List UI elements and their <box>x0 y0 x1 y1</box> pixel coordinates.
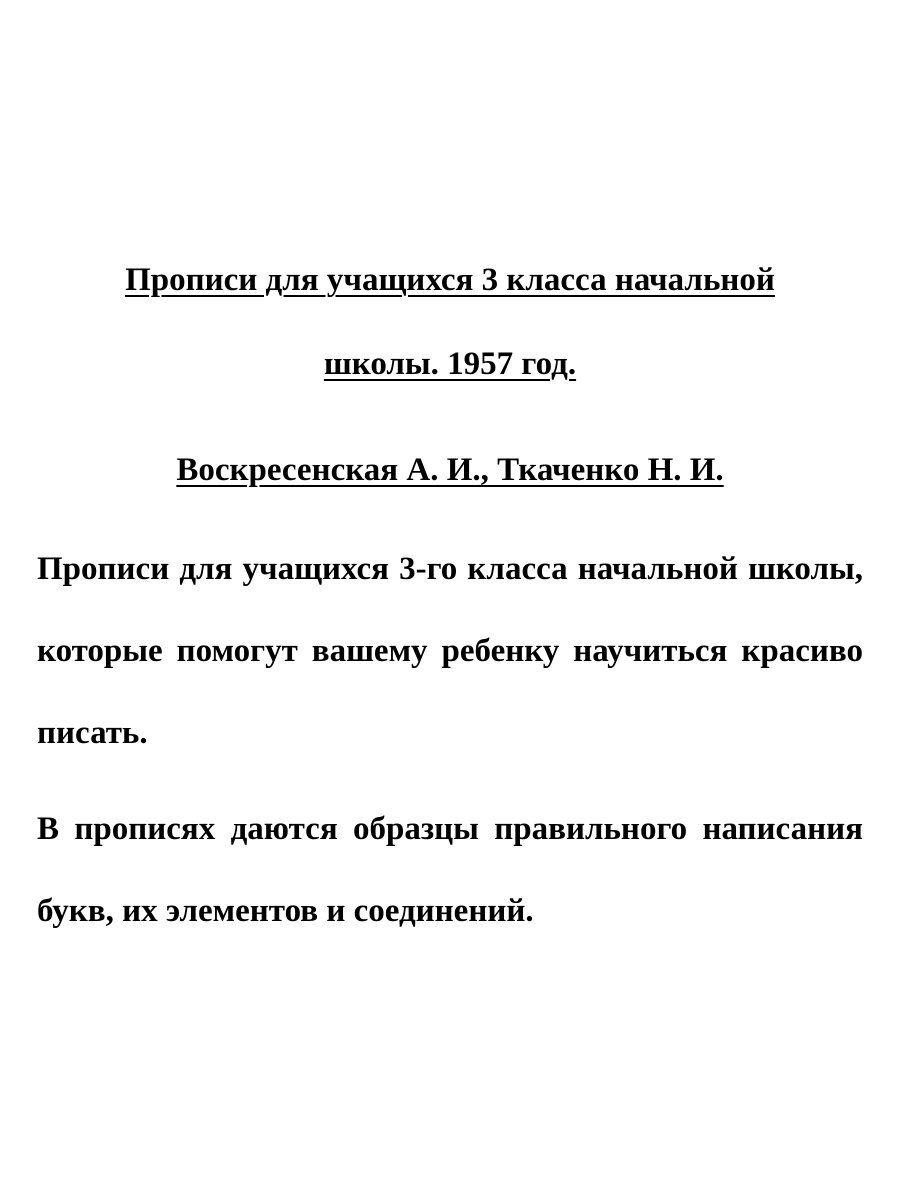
description-paragraph-2: В прописях даются образцы правильного написания букв, их элементов и соединений. <box>37 811 863 929</box>
title-line-1: Прописи для учащихся 3 класса начальной <box>125 262 775 298</box>
description-paragraph-1: Прописи для учащихся 3-го класса начальной школы, которые помогут вашему ребенку научиться красиво писать. <box>37 551 863 751</box>
title-line-2: школы. 1957 год. <box>323 346 577 382</box>
document-authors: Воскресенская А. И., Ткаченко Н. И. <box>176 452 724 488</box>
document-title <box>37 238 863 406</box>
